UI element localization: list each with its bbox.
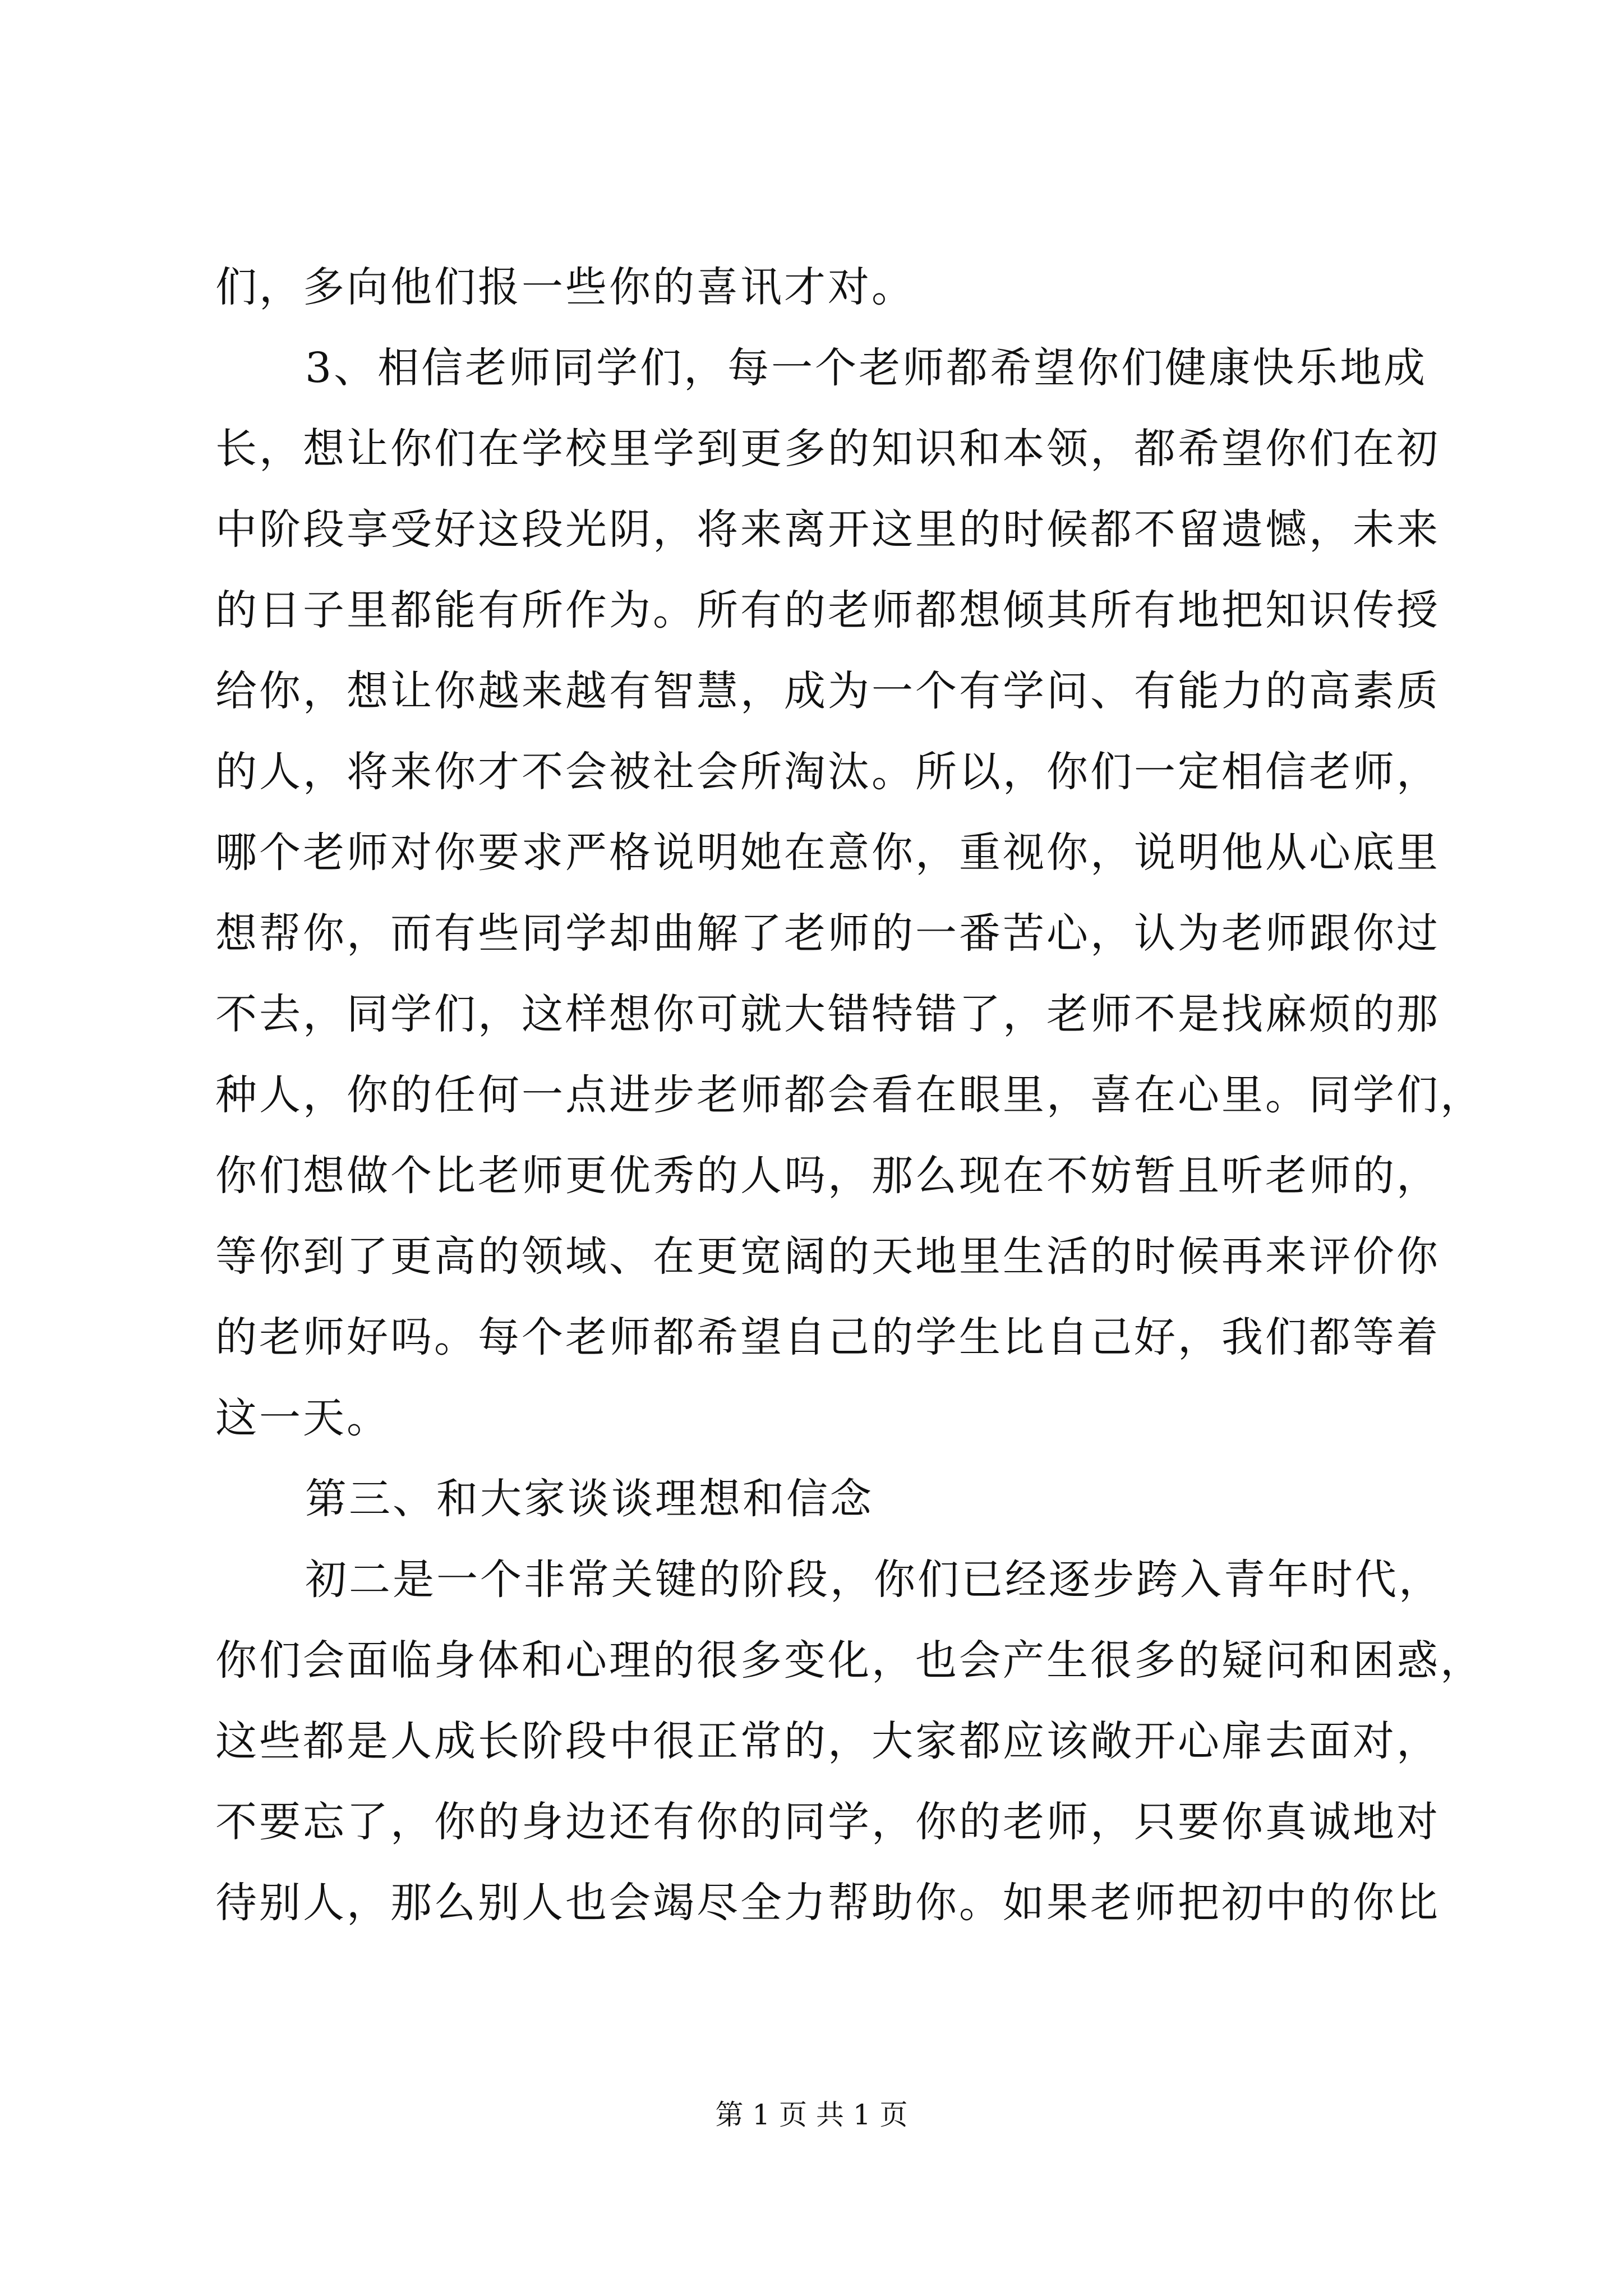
text-line: 待别人，那么别人也会竭尽全力帮助你。如果老师把初中的你比: [215, 1879, 1440, 1927]
text-line: 种人，你的任何一点进步老师都会看在眼里，喜在心里。同学们，: [215, 1071, 1484, 1119]
text-line: 不去，同学们，这样想你可就大错特错了，老师不是找麻烦的那: [215, 990, 1440, 1038]
section-heading: 第三、和大家谈谈理想和信念: [305, 1475, 874, 1523]
text-line: 不要忘了，你的身边还有你的同学，你的老师，只要你真诚地对: [215, 1798, 1440, 1846]
document-body: [215, 247, 1484, 1943]
text-line: 的日子里都能有所作为。所有的老师都想倾其所有地把知识传授: [215, 586, 1440, 634]
text-line: 长，想让你们在学校里学到更多的知识和本领，都希望你们在初: [215, 425, 1440, 473]
text-line: 想帮你，而有些同学却曲解了老师的一番苦心，认为老师跟你过: [215, 909, 1440, 958]
text-line: 等你到了更高的领域、在更宽阔的天地里生活的时候再来评价你: [215, 1232, 1440, 1281]
text-line: 这些都是人成长阶段中很正常的，大家都应该敞开心扉去面对，: [215, 1717, 1440, 1765]
page-number-footer: 第 1 页 共 1 页: [715, 2099, 908, 2131]
text-line: 你们想做个比老师更优秀的人吗，那么现在不妨暂且听老师的，: [215, 1152, 1440, 1200]
text-line: 初二是一个非常关键的阶段，你们已经逐步跨入青年时代，: [305, 1556, 1442, 1604]
text-line: 的老师好吗。每个老师都希望自己的学生比自己好，我们都等着: [215, 1313, 1440, 1361]
text-line: 你们会面临身体和心理的很多变化，也会产生很多的疑问和困惑，: [215, 1636, 1484, 1685]
text-line: 给你，想让你越来越有智慧，成为一个有学问、有能力的高素质: [215, 667, 1440, 715]
text-line: 们，多向他们报一些你的喜讯才对。: [215, 263, 915, 311]
text-line: 3、相信老师同学们，每一个老师都希望你们健康快乐地成: [305, 344, 1428, 392]
text-line: 哪个老师对你要求严格说明她在意你，重视你，说明他从心底里: [215, 829, 1440, 877]
text-line: 中阶段享受好这段光阴，将来离开这里的时候都不留遗憾，未来: [215, 505, 1440, 554]
text-line: 的人，将来你才不会被社会所淘汰。所以，你们一定相信老师，: [215, 748, 1440, 796]
text-line: 这一天。: [215, 1394, 390, 1442]
